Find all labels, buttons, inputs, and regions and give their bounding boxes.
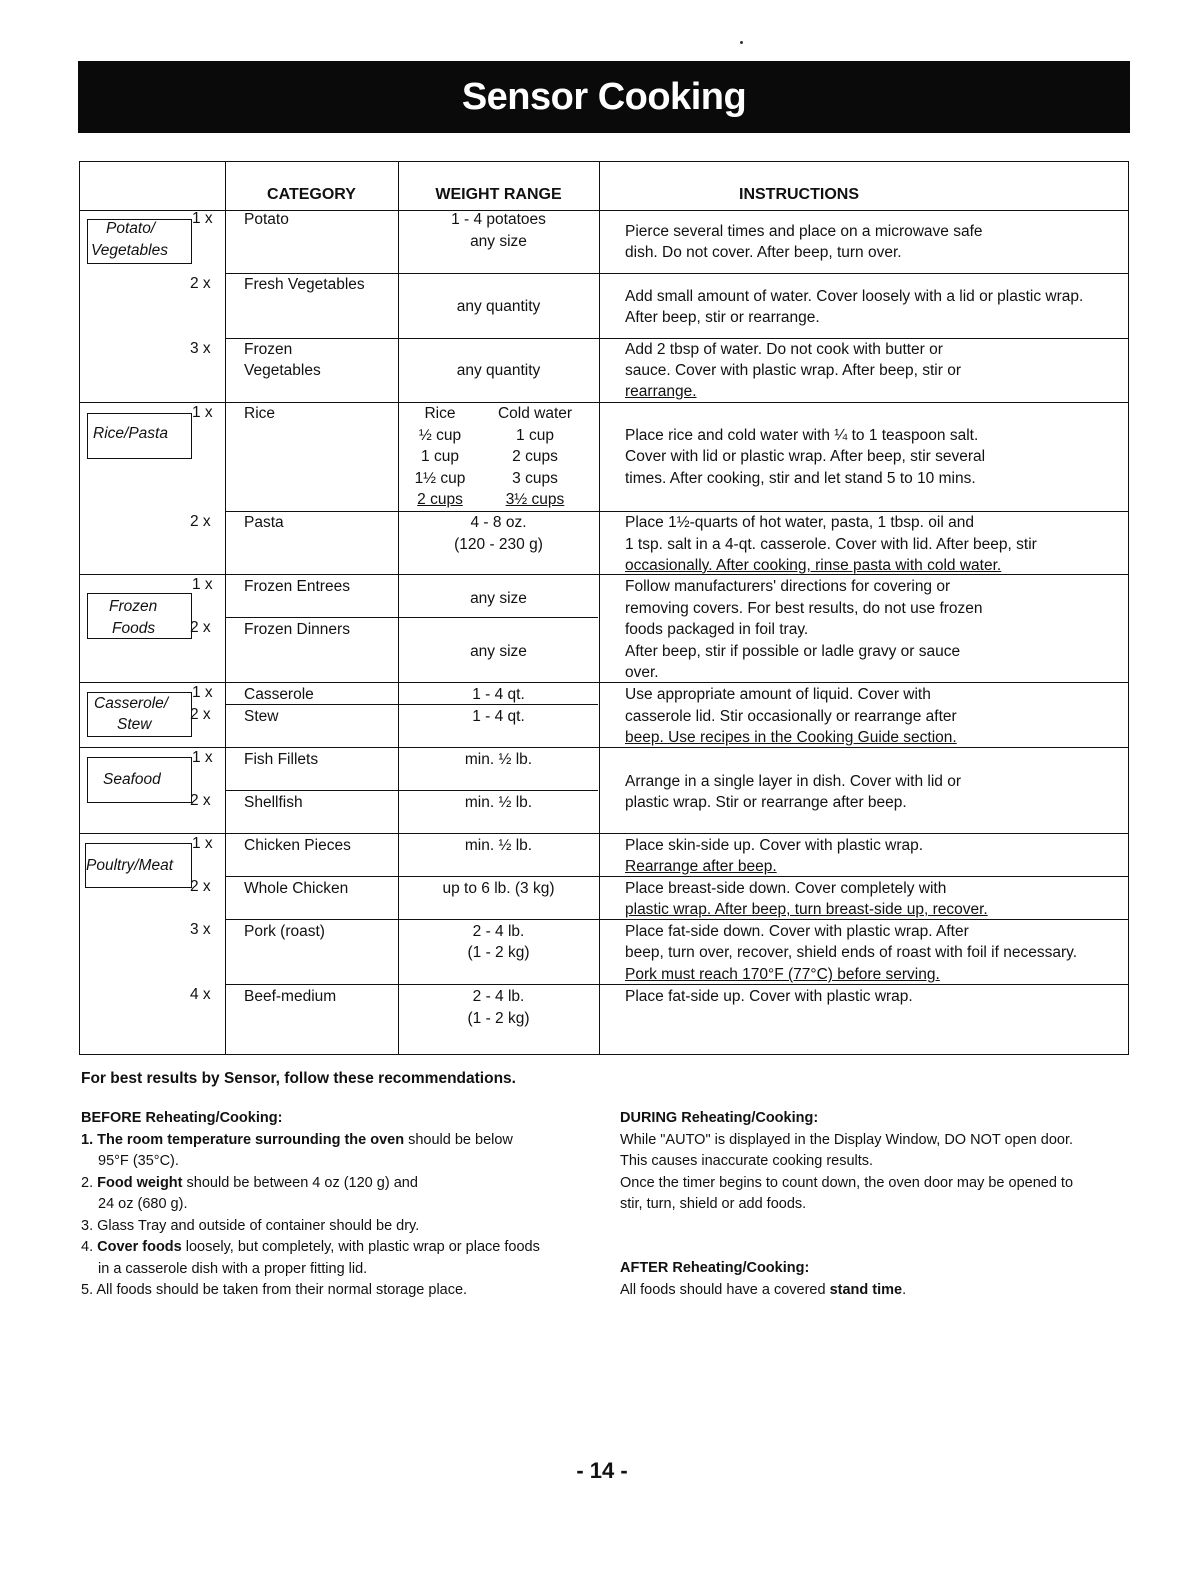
group-label: Frozen — [109, 598, 158, 615]
before-item-1b: 95°F (35°C). — [98, 1153, 179, 1169]
instr-pork-1: Place fat-side down. Cover with plastic wrap. After — [625, 923, 969, 940]
weight-shellfish: min. ½ lb. — [464, 794, 533, 811]
before-item-2: 2. Food weight should be between 4 oz (120 g) and — [81, 1174, 418, 1191]
cat-pork: Pork (roast) — [244, 923, 325, 940]
instr-seafood-2: plastic wrap. Stir or rearrange after beep. — [625, 794, 907, 811]
cat-pasta: Pasta — [244, 514, 284, 531]
instr-frozen-veg-2: sauce. Cover with plastic wrap. After beep, stir or — [625, 362, 961, 379]
weight-pasta: 4 - 8 oz. — [470, 514, 527, 531]
instr-chicken-pieces-2: Rearrange after beep. — [625, 858, 777, 875]
before-item-5: 5. All foods should be taken from their normal storage place. — [81, 1282, 468, 1298]
instr-casserole-3: beep. Use recipes in the Cooking Guide section. — [625, 729, 957, 746]
row-divider — [80, 747, 1128, 748]
cat-frozen-dinners: Frozen Dinners — [244, 621, 350, 638]
group-label: Potato/ — [106, 220, 156, 237]
header-category: CATEGORY — [267, 186, 356, 203]
instr-rice-3: times. After cooking, stir and let stand 5 to 10 mins. — [625, 470, 976, 487]
before-item-4: 4. Cover foods loosely, but completely, with plastic wrap or place foods — [81, 1239, 540, 1255]
before-title: BEFORE Reheating/Cooking: — [81, 1110, 283, 1126]
instr-frozen-5: over. — [625, 664, 659, 681]
weight-fresh-vegetables: any quantity — [456, 298, 541, 315]
weight-casserole: 1 - 4 qt. — [472, 686, 525, 703]
instr-pork-3: Pork must reach 170°F (77°C) before serving. — [625, 966, 940, 983]
weight-beef: 2 - 4 lb. — [472, 988, 525, 1005]
col-divider — [599, 162, 600, 1054]
instr-frozen-veg-3: rearrange. — [625, 383, 697, 400]
rice-amount: 2 cups — [417, 491, 463, 508]
times-marker: 1 x — [192, 835, 213, 852]
weight-fish: min. ½ lb. — [464, 751, 533, 768]
row-divider — [80, 682, 1128, 683]
cat-frozen-entrees: Frozen Entrees — [244, 578, 350, 595]
during-line-3: Once the timer begins to count down, the oven door may be opened to — [620, 1174, 1074, 1191]
rice-amount: 1 cup — [421, 448, 459, 465]
instr-casserole-1: Use appropriate amount of liquid. Cover with — [625, 686, 931, 703]
sensor-cooking-table — [79, 161, 1129, 1055]
cat-fish-fillets: Fish Fillets — [244, 751, 319, 768]
instr-pasta-2: 1 tsp. salt in a 4-qt. casserole. Cover with lid. After beep, stir — [625, 536, 1037, 553]
times-marker: 1 x — [192, 404, 213, 421]
during-line-1: While "AUTO" is displayed in the Display Window, DO NOT open door. — [620, 1131, 1074, 1148]
cat-rice: Rice — [244, 405, 276, 422]
weight-whole-chicken: up to 6 lb. (3 kg) — [442, 880, 555, 897]
instr-fresh-veg-1: Add small amount of water. Cover loosely with a lid or plastic wrap. — [625, 288, 1084, 305]
cat-fresh-vegetables: Fresh Vegetables — [244, 276, 365, 293]
times-marker: 3 x — [190, 340, 211, 357]
cat-shellfish: Shellfish — [244, 794, 303, 811]
row-divider — [225, 617, 598, 618]
instr-frozen-3: foods packaged in foil tray. — [625, 621, 809, 638]
weight-pasta-2: (120 - 230 g) — [454, 536, 543, 553]
weight-potato-2: any size — [470, 233, 527, 250]
title-bar — [78, 61, 1130, 133]
instr-pork-2: beep, turn over, recover, shield ends of roast with foil if necessary. — [625, 944, 1078, 961]
during-line-4: stir, turn, shield or add foods. — [620, 1196, 807, 1212]
instr-whole-chicken-2: plastic wrap. After beep, turn breast-side up, recover. — [625, 901, 988, 918]
cat-potato: Potato — [244, 211, 289, 228]
during-section — [620, 1108, 1140, 1216]
rice-water: 1 cup — [516, 427, 554, 444]
instr-pasta-1: Place 1½-quarts of hot water, pasta, 1 tbsp. oil and — [625, 514, 974, 531]
times-marker: 4 x — [190, 986, 211, 1003]
instr-rice-2: Cover with lid or plastic wrap. After beep, stir several — [625, 448, 986, 465]
group-label: Casserole/ — [94, 695, 169, 712]
group-label: Poultry/Meat — [86, 857, 174, 874]
instr-rice-1: Place rice and cold water with ¼ to 1 teaspoon salt. — [625, 427, 979, 444]
group-label: Rice/Pasta — [93, 425, 168, 442]
weight-frozen-entrees: any size — [470, 590, 527, 607]
before-item-4b: in a casserole dish with a proper fitting lid. — [98, 1260, 368, 1277]
recommendations-title: For best results by Sensor, follow these recommendations. — [81, 1070, 516, 1087]
instr-fresh-veg-2: After beep, stir or rearrange. — [625, 309, 820, 326]
instr-chicken-pieces-1: Place skin-side up. Cover with plastic wrap. — [625, 837, 924, 854]
col-divider — [225, 162, 226, 1054]
instr-frozen-1: Follow manufacturers' directions for covering or — [625, 578, 951, 595]
times-marker: 2 x — [190, 275, 211, 292]
before-item-3: 3. Glass Tray and outside of container should be dry. — [81, 1217, 420, 1234]
weight-frozen-veg: any quantity — [456, 362, 541, 379]
page-number: - 14 - — [576, 1458, 628, 1483]
group-label: Foods — [112, 620, 156, 637]
instr-beef-1: Place fat-side up. Cover with plastic wrap. — [625, 988, 913, 1005]
during-title: DURING Reheating/Cooking: — [620, 1110, 819, 1126]
group-label: Stew — [117, 716, 152, 733]
weight-chicken-pieces: min. ½ lb. — [464, 837, 533, 854]
cat-frozen-veg-1: Frozen — [244, 341, 293, 358]
before-section — [81, 1108, 601, 1302]
cat-stew: Stew — [244, 708, 279, 725]
instr-potato-2: dish. Do not cover. After beep, turn over. — [625, 244, 902, 261]
header-weight: WEIGHT RANGE — [435, 186, 562, 203]
row-divider — [80, 402, 1128, 403]
weight-frozen-dinners: any size — [470, 643, 527, 660]
instr-frozen-4: After beep, stir if possible or ladle gravy or sauce — [625, 643, 961, 660]
rice-water: 3 cups — [512, 470, 558, 487]
header-instructions: INSTRUCTIONS — [739, 186, 859, 203]
cat-beef: Beef-medium — [244, 988, 337, 1005]
times-marker: 2 x — [190, 706, 211, 723]
row-divider — [80, 833, 1128, 834]
group-label: Vegetables — [91, 242, 168, 259]
times-marker: 2 x — [190, 792, 211, 809]
rice-amount: ½ cup — [418, 427, 462, 444]
times-marker: 1 x — [192, 210, 213, 227]
page-title: Sensor Cooking — [461, 75, 747, 118]
cat-casserole: Casserole — [244, 686, 314, 703]
rice-water: 3½ cups — [505, 491, 565, 508]
instr-whole-chicken-1: Place breast-side down. Cover completely with — [625, 880, 947, 897]
group-label: Seafood — [103, 771, 161, 788]
times-marker: 3 x — [190, 921, 211, 938]
after-line-1: All foods should have a covered stand time. — [620, 1281, 907, 1298]
cat-chicken-pieces: Chicken Pieces — [244, 837, 351, 854]
times-marker: 1 x — [192, 749, 213, 766]
instr-casserole-2: casserole lid. Stir occasionally or rearrange after — [625, 708, 957, 725]
rice-water: Cold water — [497, 405, 573, 422]
before-item-2b: 24 oz (680 g). — [98, 1196, 188, 1212]
weight-beef-2: (1 - 2 kg) — [467, 1010, 530, 1027]
instr-frozen-veg-1: Add 2 tbsp of water. Do not cook with butter or — [625, 341, 943, 358]
instr-seafood-1: Arrange in a single layer in dish. Cover with lid or — [625, 773, 961, 790]
after-section — [620, 1258, 1140, 1301]
cat-whole-chicken: Whole Chicken — [244, 880, 349, 897]
times-marker: 1 x — [192, 576, 213, 593]
instr-frozen-2: removing covers. For best results, do not use frozen — [625, 600, 983, 617]
weight-pork-2: (1 - 2 kg) — [467, 944, 530, 961]
rice-amount: 1½ cup — [414, 470, 466, 487]
weight-pork: 2 - 4 lb. — [472, 923, 525, 940]
weight-stew: 1 - 4 qt. — [472, 708, 525, 725]
row-divider — [225, 790, 598, 791]
times-marker: 2 x — [190, 878, 211, 895]
rice-amount: Rice — [424, 405, 456, 422]
weight-potato: 1 - 4 potatoes — [451, 211, 546, 228]
rice-water: 2 cups — [512, 448, 558, 465]
times-marker: 2 x — [190, 619, 211, 636]
times-marker: 1 x — [192, 684, 213, 701]
instr-pasta-3: occasionally. After cooking, rinse pasta with cold water. — [625, 557, 1002, 574]
row-divider — [80, 210, 1128, 211]
cat-frozen-veg-2: Vegetables — [244, 362, 321, 379]
after-title: AFTER Reheating/Cooking: — [620, 1260, 810, 1276]
times-marker: 2 x — [190, 513, 211, 530]
instr-potato-1: Pierce several times and place on a microwave safe — [625, 223, 983, 240]
before-item-1: 1. The room temperature surrounding the oven should be below — [81, 1131, 513, 1148]
stray-dot — [740, 41, 743, 44]
during-line-2: This causes inaccurate cooking results. — [620, 1153, 874, 1169]
